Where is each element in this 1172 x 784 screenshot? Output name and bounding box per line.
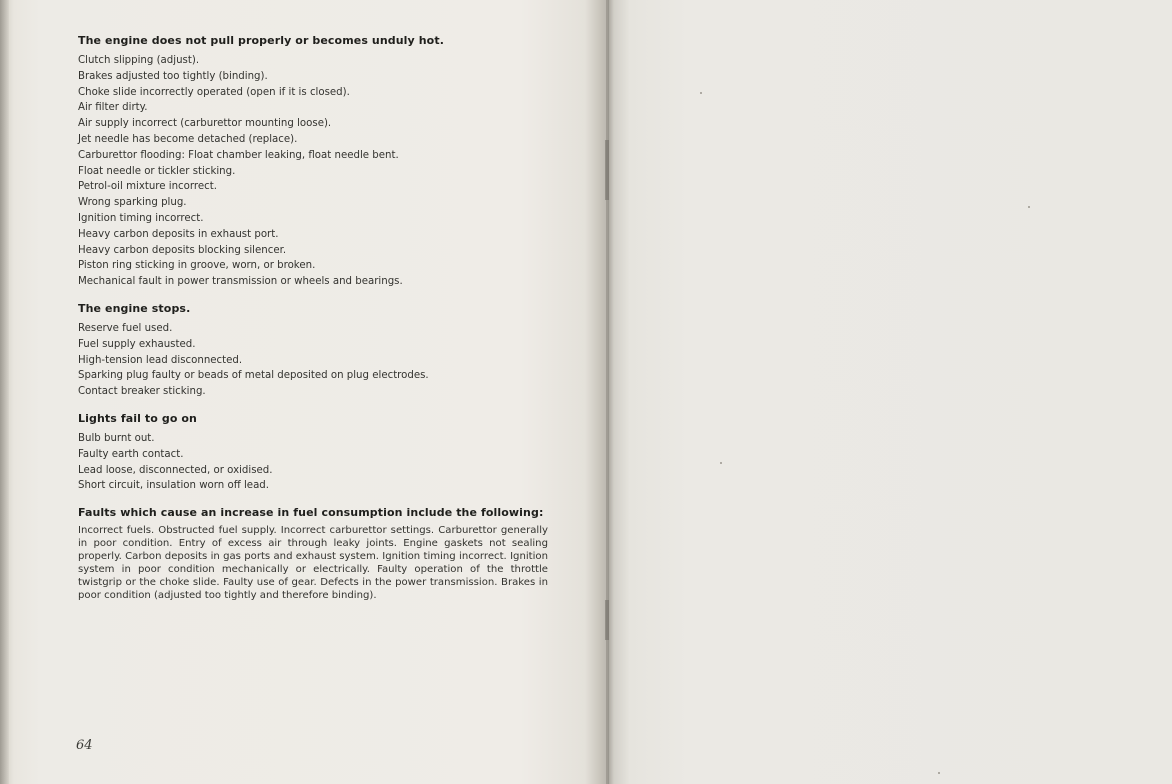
paper-speck bbox=[700, 92, 702, 94]
paper-speck bbox=[720, 462, 722, 464]
list-item: Faulty earth contact. bbox=[78, 448, 184, 460]
list-item: Short circuit, insulation worn off lead. bbox=[78, 480, 270, 492]
list-item: Fuel supply exhausted. bbox=[78, 338, 196, 350]
spine-shadow bbox=[605, 140, 609, 200]
paper-speck bbox=[938, 772, 940, 774]
page-content bbox=[76, 34, 556, 615]
page-edge bbox=[0, 0, 9, 784]
paper-speck bbox=[1028, 206, 1030, 208]
section-paragraph: Incorrect fuels. Obstructed fuel supply. Incorrect carburettor settings. Carburettor generally in poor condition. Entry of excess air through leaky joints. Engine gaskets not sealing properly. Carbon deposits in gas ports and exhaust system. Ignition timing incorrect. Ignition system in poor condition mechanically or electrically. Faulty operation of the throttle twistgrip or the choke slide. Faulty use of gear. Defects in the power transmission. Brakes in poor condition (adjusted too tightly and therefore binding). bbox=[78, 525, 548, 601]
list-item: Heavy carbon deposits blocking silencer. bbox=[78, 244, 287, 256]
section-fuel-consumption bbox=[76, 506, 556, 602]
section-engine-not-pulling bbox=[76, 34, 556, 290]
page-number: 64 bbox=[76, 738, 93, 753]
section-heading: The engine stops. bbox=[78, 301, 191, 315]
list-item: Lead loose, disconnected, or oxidised. bbox=[78, 464, 273, 476]
list-item: Clutch slipping (adjust). bbox=[78, 55, 200, 66]
list-item: Petrol-oil mixture incorrect. bbox=[78, 181, 217, 193]
list-item: Jet needle has become detached (replace). bbox=[78, 133, 298, 145]
list-item: Float needle or tickler sticking. bbox=[78, 165, 236, 177]
list-item: Air filter dirty. bbox=[78, 102, 148, 114]
list-item: Sparking plug faulty or beads of metal deposited on plug electrodes. bbox=[78, 370, 429, 382]
list-item: High-tension lead disconnected. bbox=[78, 354, 243, 366]
list-item: Wrong sparking plug. bbox=[78, 197, 187, 209]
list-item: Air supply incorrect (carburettor mounting loose). bbox=[78, 118, 332, 130]
list-item: Bulb burnt out. bbox=[78, 432, 155, 444]
spine-shadow bbox=[605, 600, 609, 640]
section-heading: Faults which cause an increase in fuel consumption include the following: bbox=[78, 506, 544, 520]
list-item: Reserve fuel used. bbox=[78, 322, 173, 334]
list-item: Heavy carbon deposits in exhaust port. bbox=[78, 228, 279, 240]
list-item: Choke slide incorrectly operated (open if it is closed). bbox=[78, 86, 350, 98]
book-spine bbox=[606, 0, 609, 784]
list-item: Carburettor flooding: Float chamber leaking, float needle bent. bbox=[78, 149, 399, 161]
right-page-blank bbox=[608, 0, 1172, 784]
list-item: Ignition timing incorrect. bbox=[78, 212, 204, 224]
section-heading: Lights fail to go on bbox=[78, 411, 197, 425]
list-item: Mechanical fault in power transmission or wheels and bearings. bbox=[78, 276, 403, 288]
section-heading: The engine does not pull properly or becomes unduly hot. bbox=[78, 34, 444, 47]
list-item: Brakes adjusted too tightly (binding). bbox=[78, 70, 268, 82]
section-engine-stops bbox=[76, 302, 556, 400]
section-lights-fail bbox=[76, 412, 556, 494]
list-item: Contact breaker sticking. bbox=[78, 386, 206, 398]
list-item: Piston ring sticking in groove, worn, or broken. bbox=[78, 260, 316, 272]
